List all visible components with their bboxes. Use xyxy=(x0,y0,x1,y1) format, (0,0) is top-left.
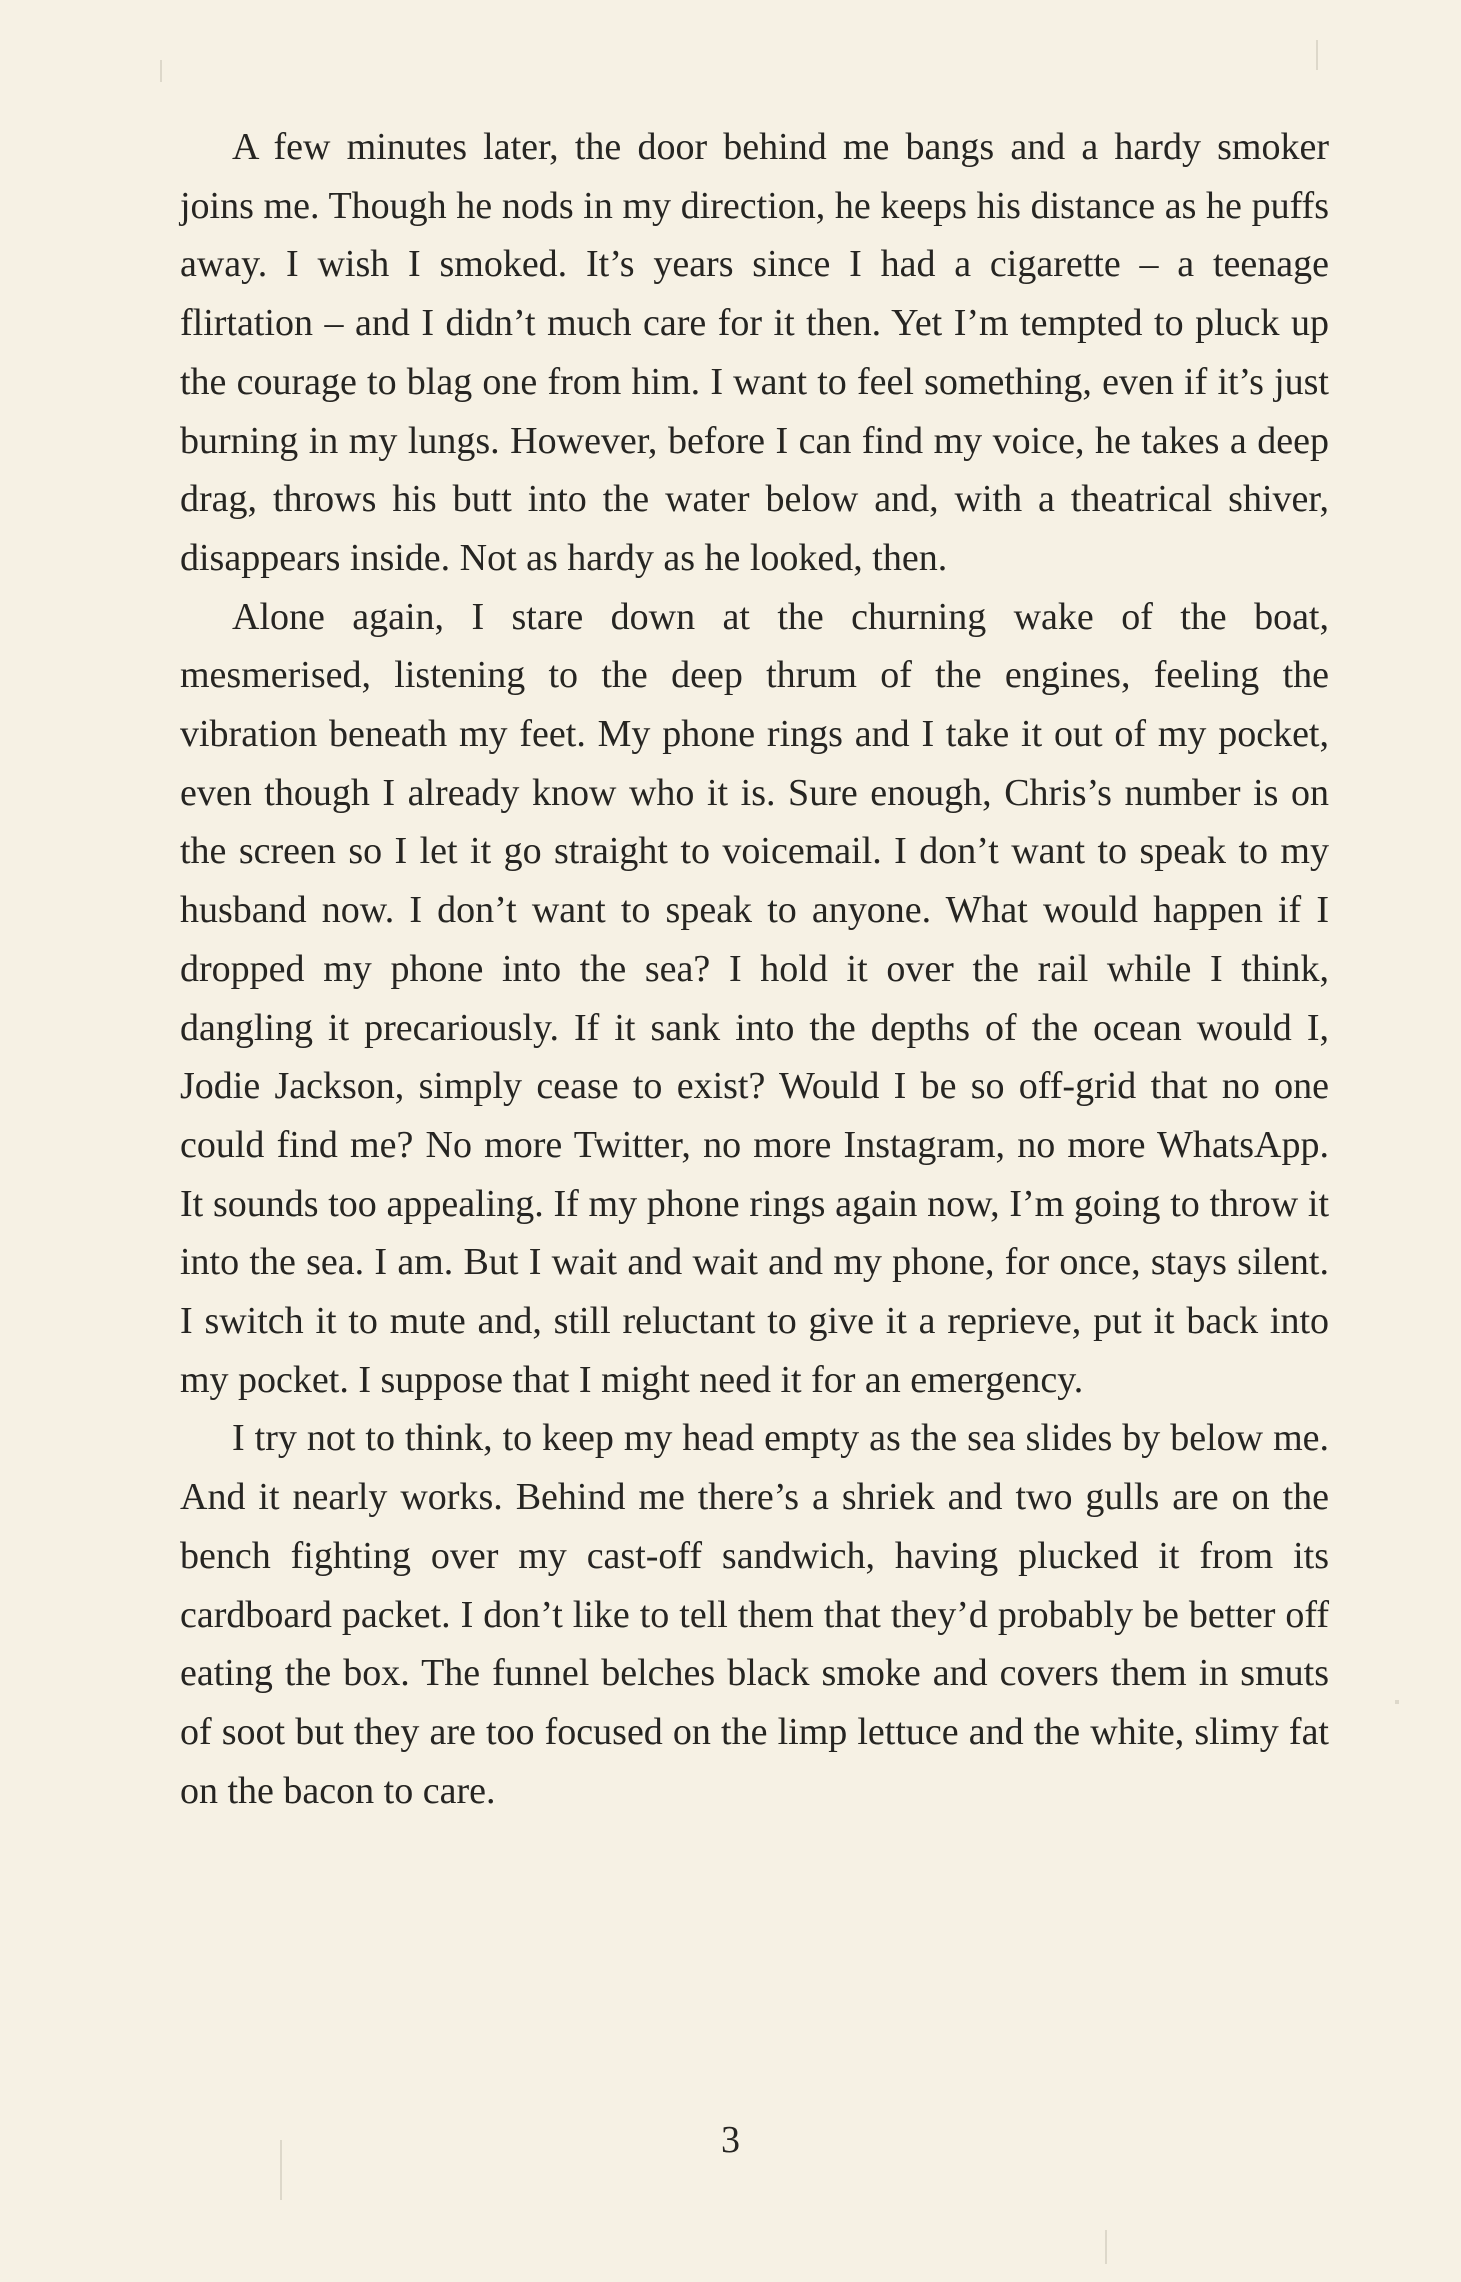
paragraph: A few minutes later, the door behind me bangs and a hardy smoker joins me. Though he nods in my direction, he keeps his distance as he puffs away. I wish I smoked. It’s years since I had a cigarette – a teenage flirtation – and I didn’t much care for it then. Yet I’m tempted to pluck up the courage to blag one from him. I want to feel something, even if it’s just burning in my lungs. However, before I can find my voice, he takes a deep drag, throws his butt into the water below and, with a theatrical shiver, disappears inside. Not as hardy as he looked, then. xyxy=(180,126,1329,579)
paper-speck xyxy=(1316,40,1318,70)
paper-speck xyxy=(1395,1700,1399,1704)
paper-speck xyxy=(1105,2230,1107,2264)
page-number: 3 xyxy=(721,2119,740,2161)
paper-speck xyxy=(160,60,162,82)
paragraph: I try not to think, to keep my head empty as the sea slides by below me. And it nearly works. Behind me there’s a shriek and two gulls are on the bench fighting over my cast-off sandwich, having plucked it from its cardboard packet. I don’t like to tell them that they’d probably be better off eating the box. The funnel belches black smoke and covers them in smuts of soot but they are too focused on the limp lettuce and the white, slimy fat on the bacon to care. xyxy=(180,1417,1329,1812)
body-text xyxy=(180,118,1329,1820)
paragraph: Alone again, I stare down at the churning wake of the boat, mesmerised, listening to the deep thrum of the engines, feeling the vibration beneath my feet. My phone rings and I take it out of my pocket, even though I already know who it is. Sure enough, Chris’s number is on the screen so I let it go straight to voicemail. I don’t want to speak to my husband now. I don’t want to speak to anyone. What would happen if I dropped my phone into the sea? I hold it over the rail while I think, dangling it precariously. If it sank into the depths of the ocean would I, Jodie Jackson, simply cease to exist? Would I be so off-grid that no one could find me? No more Twitter, no more Instagram, no more WhatsApp. It sounds too appealing. If my phone rings again now, I’m going to throw it into the sea. I am. But I wait and wait and my phone, for once, stays silent. I switch it to mute and, still reluctant to give it a reprieve, put it back into my pocket. I suppose that I might need it for an emergency. xyxy=(180,595,1329,1401)
